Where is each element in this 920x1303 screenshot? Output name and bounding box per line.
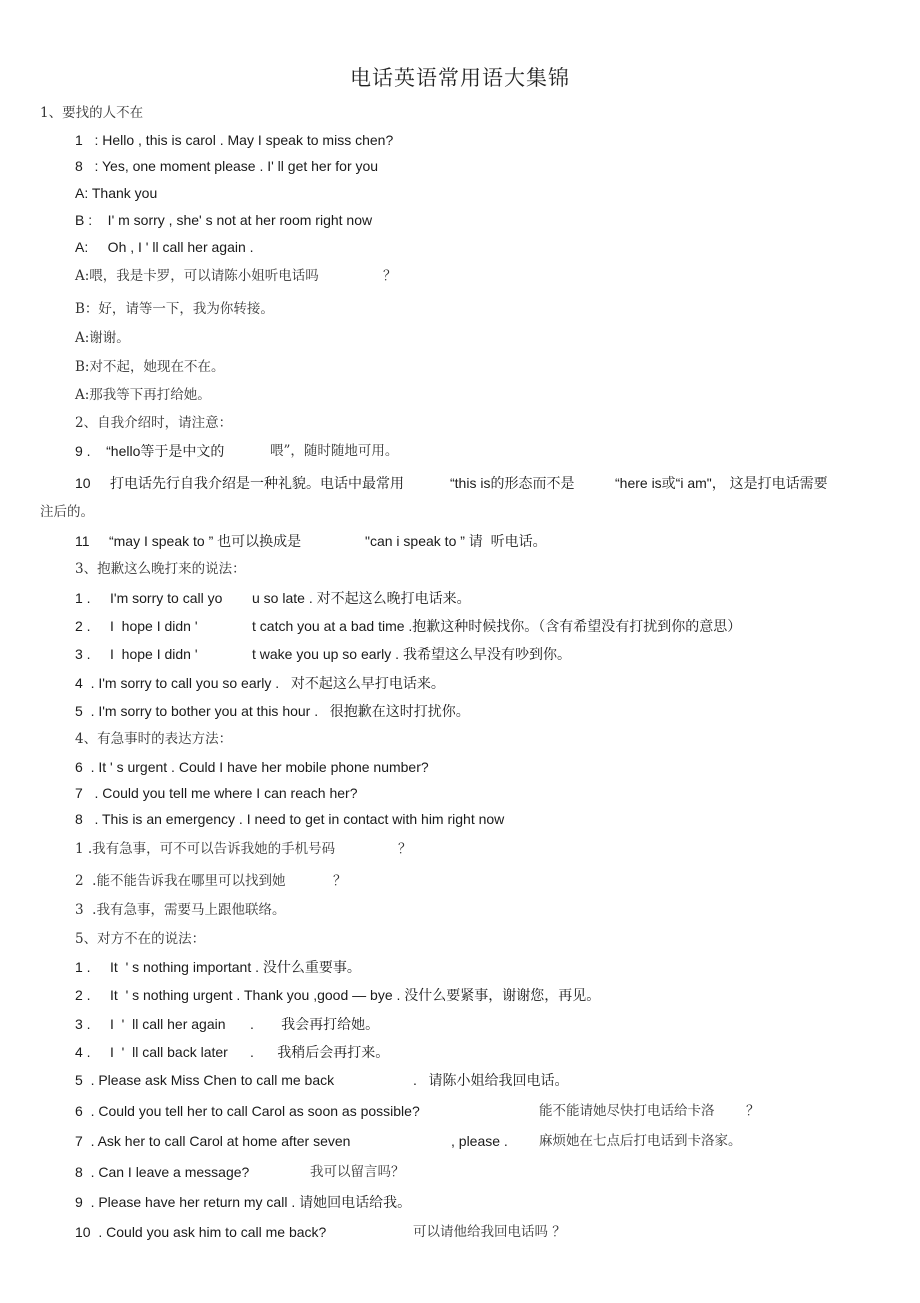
phrase-item-cont: t wake you up so early . 我希望这么早没有吵到你。	[252, 646, 571, 662]
section-heading-4: 4、有急事时的表达方法：	[75, 731, 233, 747]
question-mark: ？	[746, 1103, 760, 1119]
phrase-item: 1 . I'm sorry to call yo	[75, 590, 223, 606]
phrase-item: 2 . It ' s nothing urgent . Thank you ,good — bye . 没什么要紧事，谢谢您，再见。	[75, 987, 601, 1003]
phrase-item-zh: 2 .能不能告诉我在哪里可以找到她	[75, 873, 286, 889]
note-line-11b: "can i speak to ” 请 听电话。	[365, 533, 547, 549]
section-heading-2: 2、自我介绍时，请注意：	[75, 415, 233, 431]
dialog-line: 8 : Yes, one moment please . I' ll get her for you	[75, 158, 379, 174]
question-mark: ？	[398, 841, 412, 857]
dialog-line-zh: A:谢谢。	[75, 330, 130, 346]
phrase-item-zh: . 我会再打给她。	[250, 1016, 380, 1032]
phrase-item: 5 . Please ask Miss Chen to call me back	[75, 1072, 335, 1088]
note-line-10-cont: 注后的。	[40, 504, 94, 520]
note-line-11a: 11 “may I speak to ” 也可以换成是	[75, 533, 302, 549]
dialog-line: 1 : Hello , this is carol . May I speak to miss chen?	[75, 132, 394, 148]
phrase-item: 5 . I'm sorry to bother you at this hour . 很抱歉在这时打扰你。	[75, 703, 470, 719]
phrase-item-zh: 麻烦她在七点后打电话到卡洛家。	[539, 1133, 742, 1149]
note-line-9a: 9 . “hello等于是中文的	[75, 443, 225, 459]
phrase-item-zh: 3 .我有急事，需要马上跟他联络。	[75, 902, 286, 918]
phrase-item: 3 . I hope I didn '	[75, 646, 198, 662]
phrase-item: 6 . It ' s urgent . Could I have her mobile phone number?	[75, 759, 429, 775]
phrase-item-cont: , please .	[451, 1133, 508, 1149]
phrase-item: 8 . This is an emergency . I need to get in contact with him right now	[75, 811, 505, 827]
section-heading-1: 1、要找的人不在	[40, 105, 144, 121]
page-title: 电话英语常用语大集锦	[350, 66, 570, 90]
phrase-item-zh: . 请陈小姐给我回电话。	[413, 1072, 569, 1088]
note-line-9b: 喂”，随时随地可用。	[270, 443, 399, 459]
dialog-line-zh: B:对不起，她现在不在。	[75, 359, 225, 375]
section-heading-3: 3、抱歉这么晚打来的说法：	[75, 561, 246, 577]
dialog-line-zh: A:喂，我是卡罗，可以请陈小姐听电话吗	[75, 268, 319, 284]
phrase-item: 4 . I'm sorry to call you so early . 对不起这么早打电话来。	[75, 675, 445, 691]
dialog-line: A: Thank you	[75, 185, 158, 201]
dialog-line: B : I' m sorry , she' s not at her room right now	[75, 212, 373, 228]
phrase-item-cont: u so late . 对不起这么晚打电话来。	[252, 590, 471, 606]
section-heading-5: 5、对方不在的说法：	[75, 931, 206, 947]
phrase-item-zh: 1 .我有急事，可不可以告诉我她的手机号码	[75, 841, 336, 857]
phrase-item-zh: 可以请他给我回电话吗 ？	[413, 1224, 566, 1240]
phrase-item: 1 . It ' s nothing important . 没什么重要事。	[75, 959, 361, 975]
phrase-item: 7 . Ask her to call Carol at home after seven	[75, 1133, 351, 1149]
note-line-10a: 10 打电话先行自我介绍是一种礼貌。电话中最常用	[75, 475, 405, 491]
phrase-item: 8 . Can I leave a message?	[75, 1164, 250, 1180]
dialog-line-zh: B：好，请等一下，我为你转接。	[75, 301, 274, 317]
question-mark: ？	[383, 268, 397, 284]
phrase-item: 2 . I hope I didn '	[75, 618, 198, 634]
phrase-item: 4 . I ' ll call back later	[75, 1044, 228, 1060]
phrase-item: 10 . Could you ask him to call me back?	[75, 1224, 327, 1240]
phrase-item-zh: 我可以留言吗？	[310, 1164, 405, 1180]
phrase-item: 7 . Could you tell me where I can reach her?	[75, 785, 358, 801]
question-mark: ？	[333, 873, 347, 889]
dialog-line: A: Oh , I ' ll call her again .	[75, 239, 254, 255]
dialog-line-zh: A:那我等下再打给她。	[75, 387, 211, 403]
phrase-item-zh: . 我稍后会再打来。	[250, 1044, 390, 1060]
phrase-item-zh: 能不能请她尽快打电话给卡洛	[539, 1103, 715, 1119]
phrase-item: 3 . I ' ll call her again	[75, 1016, 226, 1032]
note-line-10c: “here is或“i am"， 这是打电话需要	[615, 475, 828, 491]
note-line-10b: “this is的形态而不是	[450, 475, 575, 491]
phrase-item-cont: t catch you at a bad time .抱歉这种时候找你。（含有希望没有打扰到你的意思）	[252, 618, 742, 634]
phrase-item: 6 . Could you tell her to call Carol as soon as possible?	[75, 1103, 420, 1119]
phrase-item: 9 . Please have her return my call . 请她回电话给我。	[75, 1194, 412, 1210]
